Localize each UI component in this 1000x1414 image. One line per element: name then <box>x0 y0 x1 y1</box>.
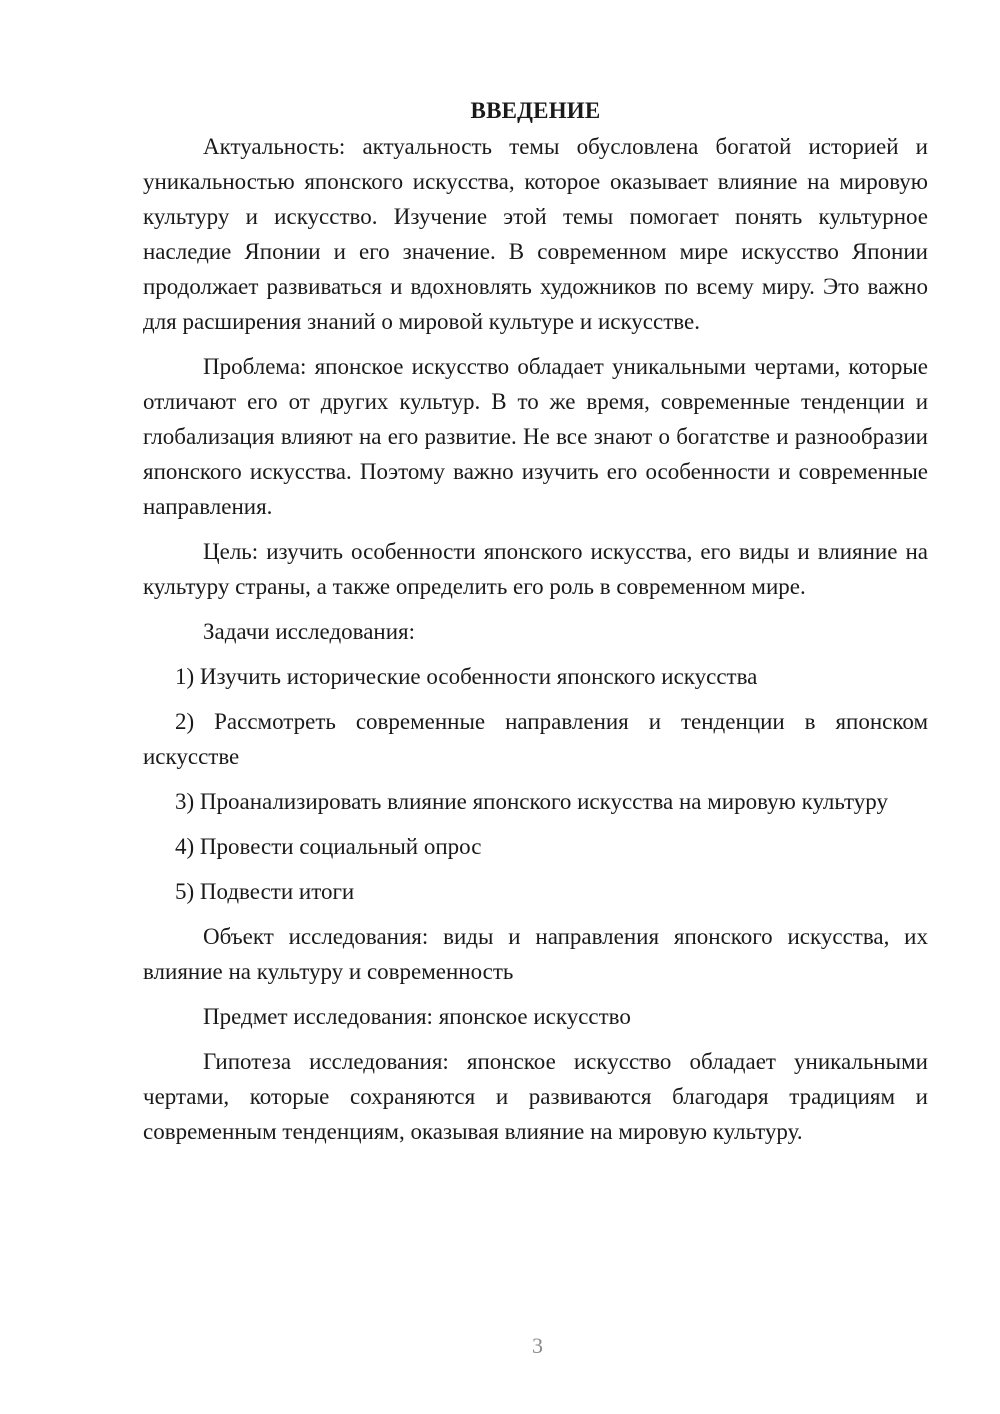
page-content <box>143 93 928 1159</box>
page-number: 3 <box>532 1333 543 1358</box>
paragraph-problem: Проблема: японское искусство обладает уникальными чертами, которые отличают его от других культур. В то же время, современные тенденции и глобализация влияют на его развитие. Не все знают о богатстве и разнообразии японского искусства. Поэтому важно изучить его особенности и современные направления. <box>143 354 928 519</box>
task-item-4: 4) Провести социальный опрос <box>175 834 482 859</box>
paragraph-hypothesis: Гипотеза исследования: японское искусство обладает уникальными чертами, которые сохраняются и развиваются благодаря традициям и современным тенденциям, оказывая влияние на мировую культуру. <box>143 1049 928 1144</box>
task-item-3: 3) Проанализировать влияние японского искусства на мировую культуру <box>175 789 888 814</box>
page-title: ВВЕДЕНИЕ <box>470 98 601 123</box>
paragraph-relevance: Актуальность: актуальность темы обусловлена богатой историей и уникальностью японского искусства, которое оказывает влияние на мировую культуру и искусство. Изучение этой темы помогает понять культурное наследие Японии и его значение. В современном мире искусство Японии продолжает развиваться и вдохновлять художников по всему миру. Это важно для расширения знаний о мировой культуре и искусстве. <box>143 134 928 334</box>
task-item-5: 5) Подвести итоги <box>175 879 355 904</box>
paragraph-subject: Предмет исследования: японское искусство <box>203 1004 631 1029</box>
paragraph-goal: Цель: изучить особенности японского искусства, его виды и влияние на культуру страны, а также определить его роль в современном мире. <box>143 539 928 599</box>
tasks-heading: Задачи исследования: <box>203 619 416 644</box>
task-item-1: 1) Изучить исторические особенности японского искусства <box>175 664 758 689</box>
paragraph-object: Объект исследования: виды и направления японского искусства, их влияние на культуру и современность <box>143 924 928 984</box>
task-item-2: 2) Рассмотреть современные направления и тенденции в японском искусстве <box>143 709 928 769</box>
